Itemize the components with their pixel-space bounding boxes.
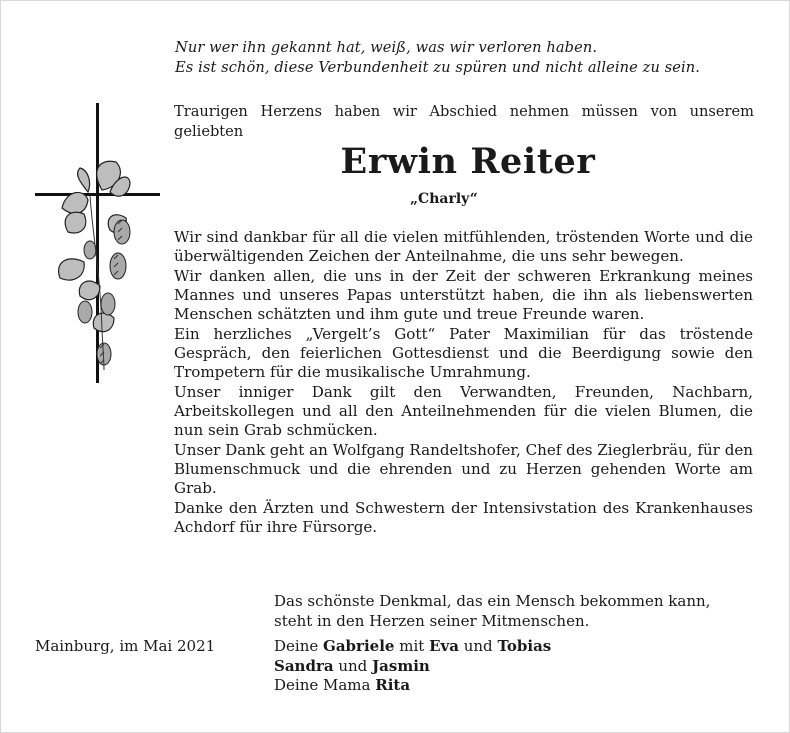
- signature-line-3: [274, 676, 551, 696]
- signature-word: mit: [399, 637, 425, 655]
- signature-name-sandra: Sandra: [274, 656, 334, 675]
- signature-block: [274, 637, 551, 696]
- memorial-quote-line-2: Es ist schön, diese Verbundenheit zu spüren und nicht alleine zu sein.: [175, 59, 701, 76]
- signature-word: und: [338, 656, 368, 675]
- thanks-body: [174, 228, 753, 537]
- signature-name-tobias: Tobias: [497, 637, 552, 655]
- thanks-paragraph: Unser inniger Dank gilt den Verwandten, Freunden, Nachbarn, Arbeitskollegen und all den Anteilnehmenden für die vielen Blumen, die nun sein Grab schmücken.: [174, 382, 753, 440]
- verse-line-1: Das schönste Denkmal, das ein Mensch bekommen kann,: [274, 592, 711, 610]
- signature-word: Deine Mama: [274, 676, 371, 694]
- signature-word: und: [463, 637, 493, 655]
- deceased-nickname: „Charly“: [410, 191, 478, 207]
- closing-verse: [274, 592, 710, 631]
- deceased-name-row: [0, 141, 790, 182]
- signature-word: Deine: [274, 637, 319, 655]
- thanks-paragraph: Danke den Ärzten und Schwestern der Intensivstation des Krankenhauses Achdorf für ihre Fürsorge.: [174, 498, 753, 536]
- thanks-paragraph: Wir sind dankbar für all die vielen mitfühlenden, tröstenden Worte und die überwältigenden Zeichen der Anteilnahme, die uns sehr bewegen.: [174, 228, 753, 266]
- intro-text: Traurigen Herzens haben wir Abschied nehmen müssen von unserem geliebten: [174, 103, 754, 140]
- place-and-date: Mainburg, im Mai 2021: [35, 637, 216, 655]
- deceased-name: Erwin Reiter: [340, 141, 596, 182]
- signature-name-rita: Rita: [375, 676, 411, 694]
- signature-line-1: [274, 637, 551, 657]
- thanks-paragraph: Wir danken allen, die uns in der Zeit der schweren Erkrankung meines Mannes und unseres Papas unterstützt haben, die ihn als liebenswerten Menschen schätzten und ihm gute und treue Freunde waren.: [174, 266, 753, 324]
- verse-line-2: steht in den Herzen seiner Mitmenschen.: [274, 611, 590, 630]
- thanks-paragraph: Ein herzliches „Vergelt’s Gott“ Pater Maximilian für das tröstende Gespräch, den feierlichen Gottesdienst und die Beerdigung sowie den Trompetern für die musikalische Umrahmung.: [174, 324, 753, 382]
- thanks-paragraph: Unser Dank geht an Wolfgang Randeltshofer, Chef des Zieglerbräu, für den Blumenschmuck und die ehrenden und zu Herzen gehenden Worte am Grab.: [174, 440, 754, 498]
- memorial-quote-line-1: Nur wer ihn gekannt hat, weiß, was wir verloren haben.: [175, 39, 598, 56]
- signature-name-gabriele: Gabriele: [323, 637, 395, 655]
- signature-name-eva: Eva: [429, 637, 459, 655]
- signature-name-jasmin: Jasmin: [372, 656, 430, 675]
- signature-line-2: [274, 657, 551, 677]
